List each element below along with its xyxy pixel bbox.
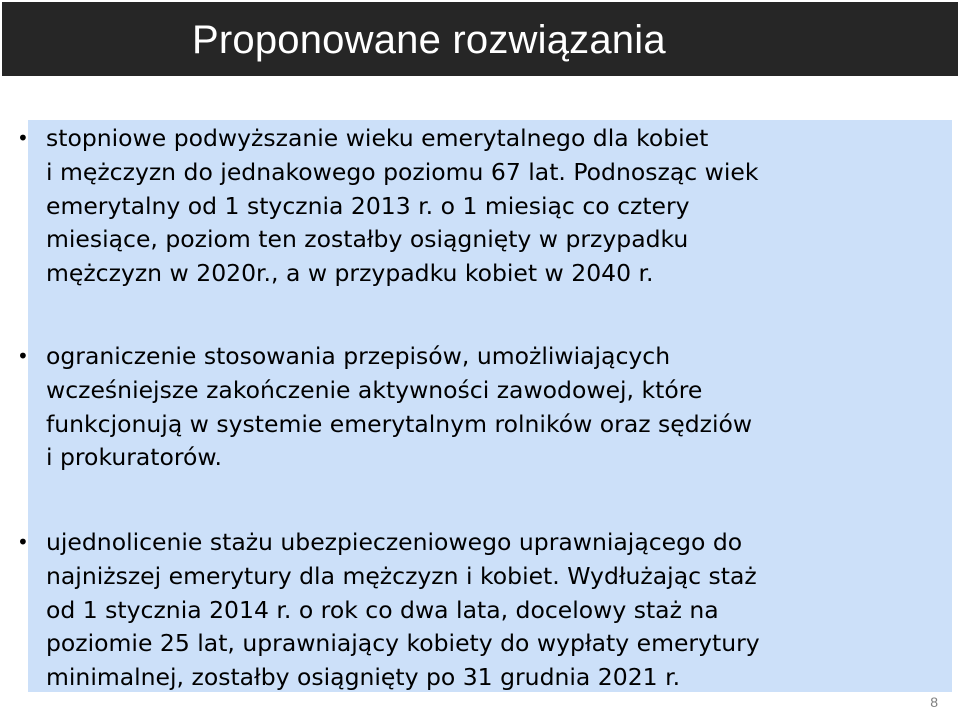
bullet-line: i mężczyzn do jednakowego poziomu 67 lat. Podnosząc wiek [46, 157, 759, 186]
bullet-line: ujednolicenie stażu ubezpieczeniowego uprawniającego do [46, 528, 743, 556]
bullet-line: poziomie 25 lat, uprawniający kobiety do wypłaty emerytury [46, 629, 760, 658]
bullet-dot-icon: • [17, 344, 29, 368]
bullet-line: funkcjonują w systemie emerytalnym rolników oraz sędziów [46, 409, 753, 438]
bullet-text [46, 526, 946, 695]
bullet-line: najniższej emerytury dla mężczyzn i kobiet. Wydłużając staż [46, 561, 757, 590]
bullet-line: wcześniejsze zakończenie aktywności zawodowej, które [46, 375, 703, 404]
slide-title: Proponowane rozwiązania [192, 18, 666, 62]
title-bar [2, 2, 958, 76]
bullet-line: ograniczenie stosowania przepisów, umożliwiających [46, 342, 671, 370]
bullet-line: emerytalny od 1 stycznia 2013 r. o 1 miesiąc co cztery [46, 191, 690, 220]
page-number: 8 [930, 694, 938, 710]
bullet-text [46, 122, 946, 291]
bullet-dot-icon: • [17, 126, 29, 150]
bullet-line: od 1 stycznia 2014 r. o rok co dwa lata, docelowy staż na [46, 595, 719, 624]
bullet-line: stopniowe podwyższanie wieku emerytalnego dla kobiet [46, 124, 709, 152]
bullet-line: minimalnej, zostałby osiągnięty po 31 grudnia 2021 r. [46, 663, 681, 692]
bullet-line: i prokuratorów. [46, 443, 222, 472]
content-box [17, 120, 952, 692]
bullet-dot-icon: • [17, 530, 29, 554]
bullet-line: mężczyzn w 2020r., a w przypadku kobiet w 2040 r. [46, 259, 654, 288]
bullet-text [46, 340, 946, 475]
bullet-line: miesiące, poziom ten zostałby osiągnięty w przypadku [46, 225, 689, 254]
